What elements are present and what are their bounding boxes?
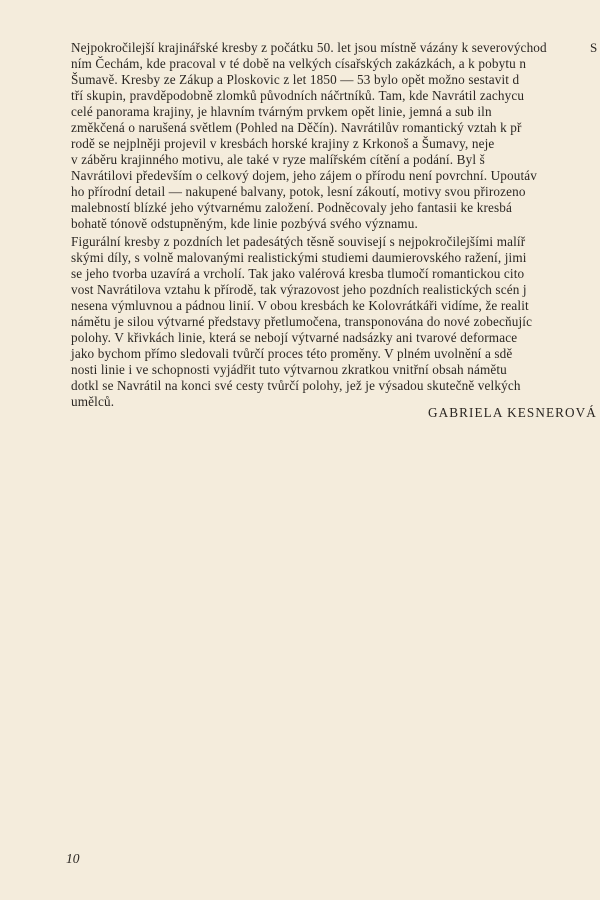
text-line: polohy. V křivkách linie, která se nebojí výtvarné nadsázky ani tvarové deformace (71, 330, 518, 345)
text-line: změkčená o narušená světlem (Pohled na Děčín). Navrátilův romantický vztah k př (71, 120, 522, 135)
text-line: dotkl se Navrátil na konci své cesty tvůrčí polohy, jež je výsadou skutečně velkých (71, 378, 521, 393)
author-signature: GABRIELA KESNEROVÁ (428, 405, 597, 420)
page-number: 10 (66, 851, 80, 866)
text-line: ho přírodní detail — nakupené balvany, potok, lesní zákoutí, motivy svou přirozeno (71, 184, 526, 199)
text-line: Figurální kresby z pozdních let padesátých těsně souvisejí s nejpokročilejšími malíř (71, 234, 526, 249)
text-line: námětu je silou výtvarné představy přetlumočena, transponována do nové zobecňujíc (71, 314, 533, 329)
edge-mark: S (590, 40, 598, 55)
text-line: Šumavě. Kresby ze Zákup a Ploskovic z let 1850 — 53 bylo opět možno sestavit d (71, 72, 520, 87)
text-line: jako bychom přímo sledovali tvůrčí proces této proměny. V plném uvolnění a sdě (71, 346, 513, 361)
paragraph-1 (71, 40, 600, 232)
text-line: nosti linie i ve schopnosti vyjádřit tuto výtvarnou zkratkou vnitřní obsah námětu (71, 362, 507, 377)
text-line: bohatě tónově odstupněným, kde linie pozbývá svého významu. (71, 216, 418, 231)
text-line: nesena výmluvnou a pádnou linií. V obou kresbách ke Kolovrátkáři vidíme, že realit (71, 298, 529, 313)
text-line: umělců. (71, 394, 115, 409)
text-line: vost Navrátilova vztahu k přírodě, tak výrazovost jeho pozdních realistických scén j (71, 282, 527, 297)
text-line: ním Čechám, kde pracoval v té době na velkých císařských zakázkách, a k pobytu n (71, 56, 527, 71)
text-line: tří skupin, pravděpodobně zlomků původních náčrtníků. Tam, kde Navrátil zachycu (71, 88, 525, 103)
text-line: skými díly, s volně malovanými realistickými studiemi daumierovského ražení, jimi (71, 250, 527, 265)
text-line: rodě se nejplněji projevil v kresbách horské krajiny z Krkonoš a Šumavy, neje (71, 136, 495, 151)
paragraph-2 (71, 234, 600, 410)
body-text (71, 40, 600, 410)
text-line: malebností blízké jeho výtvarnému založení. Podněcovaly jeho fantasii ke kresbá (71, 200, 513, 215)
text-line: Nejpokročilejší krajinářské kresby z počátku 50. let jsou místně vázány k severovýchod (71, 40, 547, 55)
text-line: Navrátilovi především o celkový dojem, jeho zájem o přírodu není povrchní. Upoutáv (71, 168, 538, 183)
text-line: celé panorama krajiny, je hlavním tvárným prvkem opět linie, jemná a sub iln (71, 104, 492, 119)
text-line: v záběru krajinného motivu, ale také v ryze malířském cítění a podání. Byl š (71, 152, 485, 167)
text-line: se jeho tvorba uzavírá a vrcholí. Tak jako valérová kresba tlumočí romantickou cito (71, 266, 525, 281)
